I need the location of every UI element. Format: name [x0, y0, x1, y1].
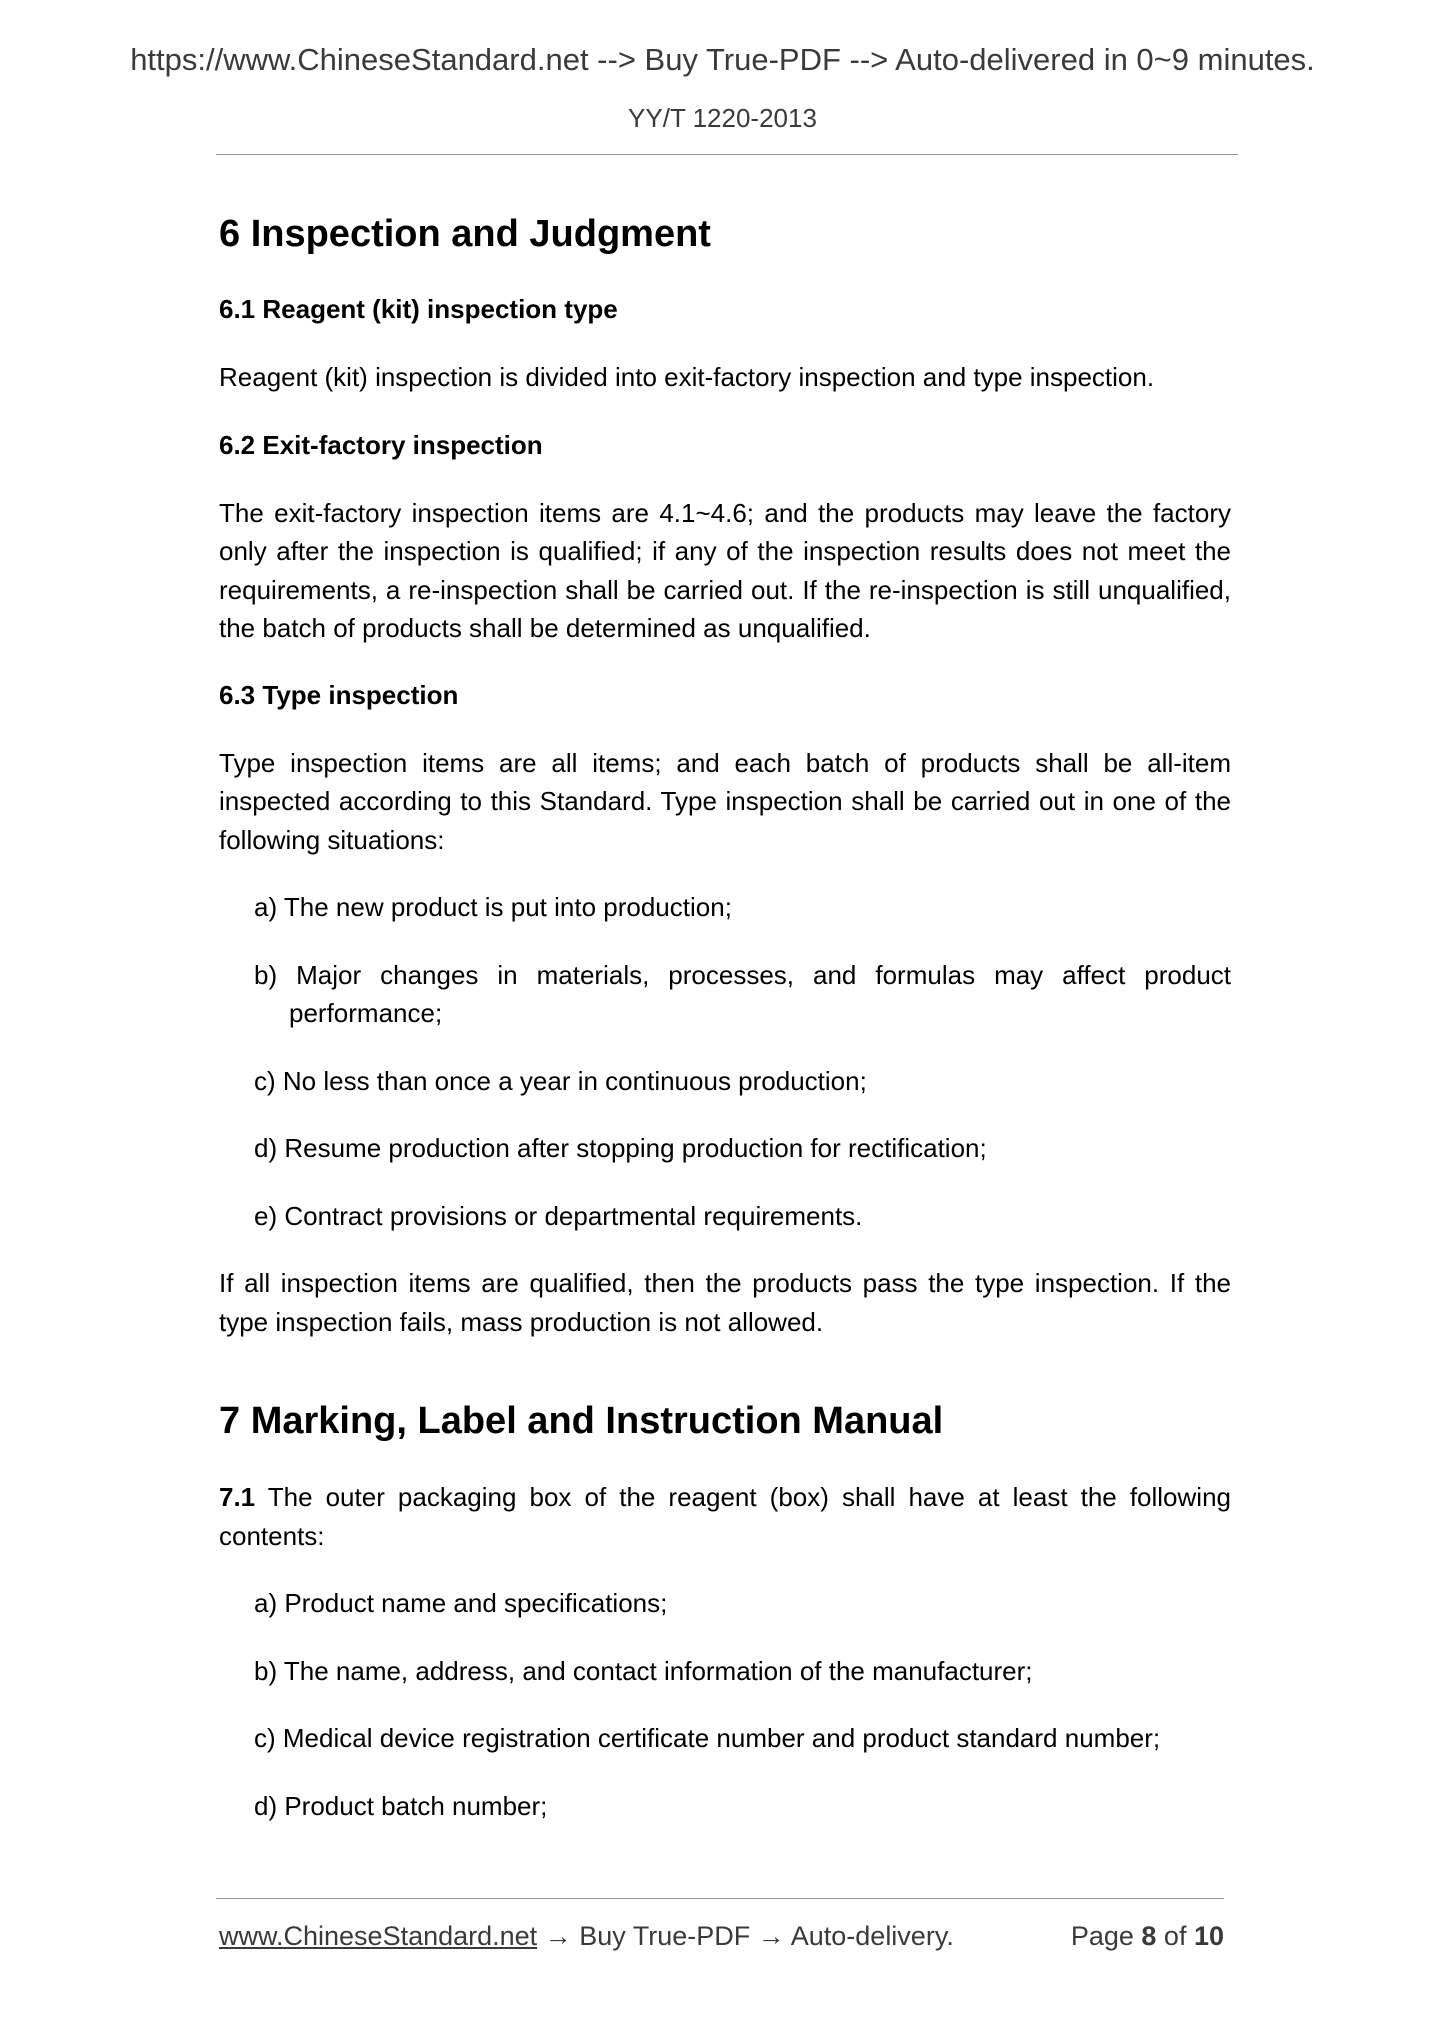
- page-content: [219, 208, 1231, 1825]
- list-item: [219, 1584, 1231, 1623]
- section-6-1-title: 6.1 Reagent (kit) inspection type: [219, 294, 618, 324]
- page-indicator: [1071, 1917, 1224, 1955]
- footer-tagline: → Buy True-PDF → Auto-delivery.: [537, 1921, 954, 1951]
- list-item: [219, 1197, 1231, 1236]
- footer-divider: [216, 1898, 1224, 1899]
- section-6-2-title: 6.2 Exit-factory inspection: [219, 429, 543, 460]
- list-item: [219, 1719, 1231, 1758]
- list-item-text: a) The new product is put into production;: [254, 892, 732, 922]
- list-item-text: d) Resume production after stopping production for rectification;: [254, 1133, 987, 1163]
- list-item-text: b) Major changes in materials, processes, and formulas may affect product performance;: [254, 959, 1231, 1028]
- page-total: 10: [1193, 1921, 1224, 1951]
- header-divider: [216, 154, 1238, 155]
- section-6-1-text: Reagent (kit) inspection is divided into exit-factory inspection and type inspection.: [219, 362, 1155, 392]
- list-item-text: d) Product batch number;: [254, 1790, 548, 1821]
- list-item-text: a) Product name and specifications;: [254, 1588, 668, 1618]
- section-7-1-number: 7.1: [219, 1482, 256, 1512]
- section-6-3-text: Type inspection items are all items; and each batch of products shall be all-item inspected according to this Standard. Type inspection shall be carried out in one of the following situations:: [219, 747, 1231, 855]
- footer-site-link[interactable]: www.ChineseStandard.net: [219, 1921, 538, 1951]
- page-footer: [219, 1917, 1224, 1955]
- page-current: 8: [1141, 1921, 1157, 1951]
- section-7-title: 7 Marking, Label and Instruction Manual: [219, 1400, 944, 1442]
- list-item: [219, 1062, 1231, 1101]
- list-item-text: c) Medical device registration certificate number and product standard number;: [254, 1723, 1161, 1753]
- list-item: [219, 956, 1231, 1033]
- list-item: [219, 1787, 1231, 1826]
- of-word: of: [1156, 1921, 1194, 1951]
- standard-number: YY/T 1220-2013: [628, 103, 817, 133]
- list-item: [219, 888, 1231, 927]
- section-6-2-text: The exit-factory inspection items are 4.1~4.6; and the products may leave the factory only after the inspection is qualified; if any of the inspection results does not meet the requirements, a re-inspection shall be carried out. If the re-inspection is still unqualified, the batch of products shall be determined as unqualified.: [219, 497, 1231, 643]
- section-6-3-conclusion: If all inspection items are qualified, then the products pass the type inspection. If the type inspection fails, mass production is not allowed.: [219, 1268, 1231, 1337]
- section-7-1-body: The outer packaging box of the reagent (box) shall have at least the following contents:: [219, 1482, 1231, 1551]
- list-item: [219, 1129, 1231, 1168]
- section-6-title: 6 Inspection and Judgment: [219, 213, 711, 255]
- section-6-3-title: 6.3 Type inspection: [219, 679, 459, 710]
- list-item: [219, 1652, 1231, 1691]
- header-banner: https://www.ChineseStandard.net --> Buy True-PDF --> Auto-delivered in 0~9 minutes.: [130, 42, 1315, 77]
- list-item-text: b) The name, address, and contact information of the manufacturer;: [254, 1655, 1033, 1686]
- page-word: Page: [1070, 1921, 1142, 1951]
- list-item-text: e) Contract provisions or departmental requirements.: [254, 1200, 863, 1231]
- list-item-text: c) No less than once a year in continuous production;: [254, 1065, 867, 1096]
- section-7-1-text: [219, 1478, 1231, 1555]
